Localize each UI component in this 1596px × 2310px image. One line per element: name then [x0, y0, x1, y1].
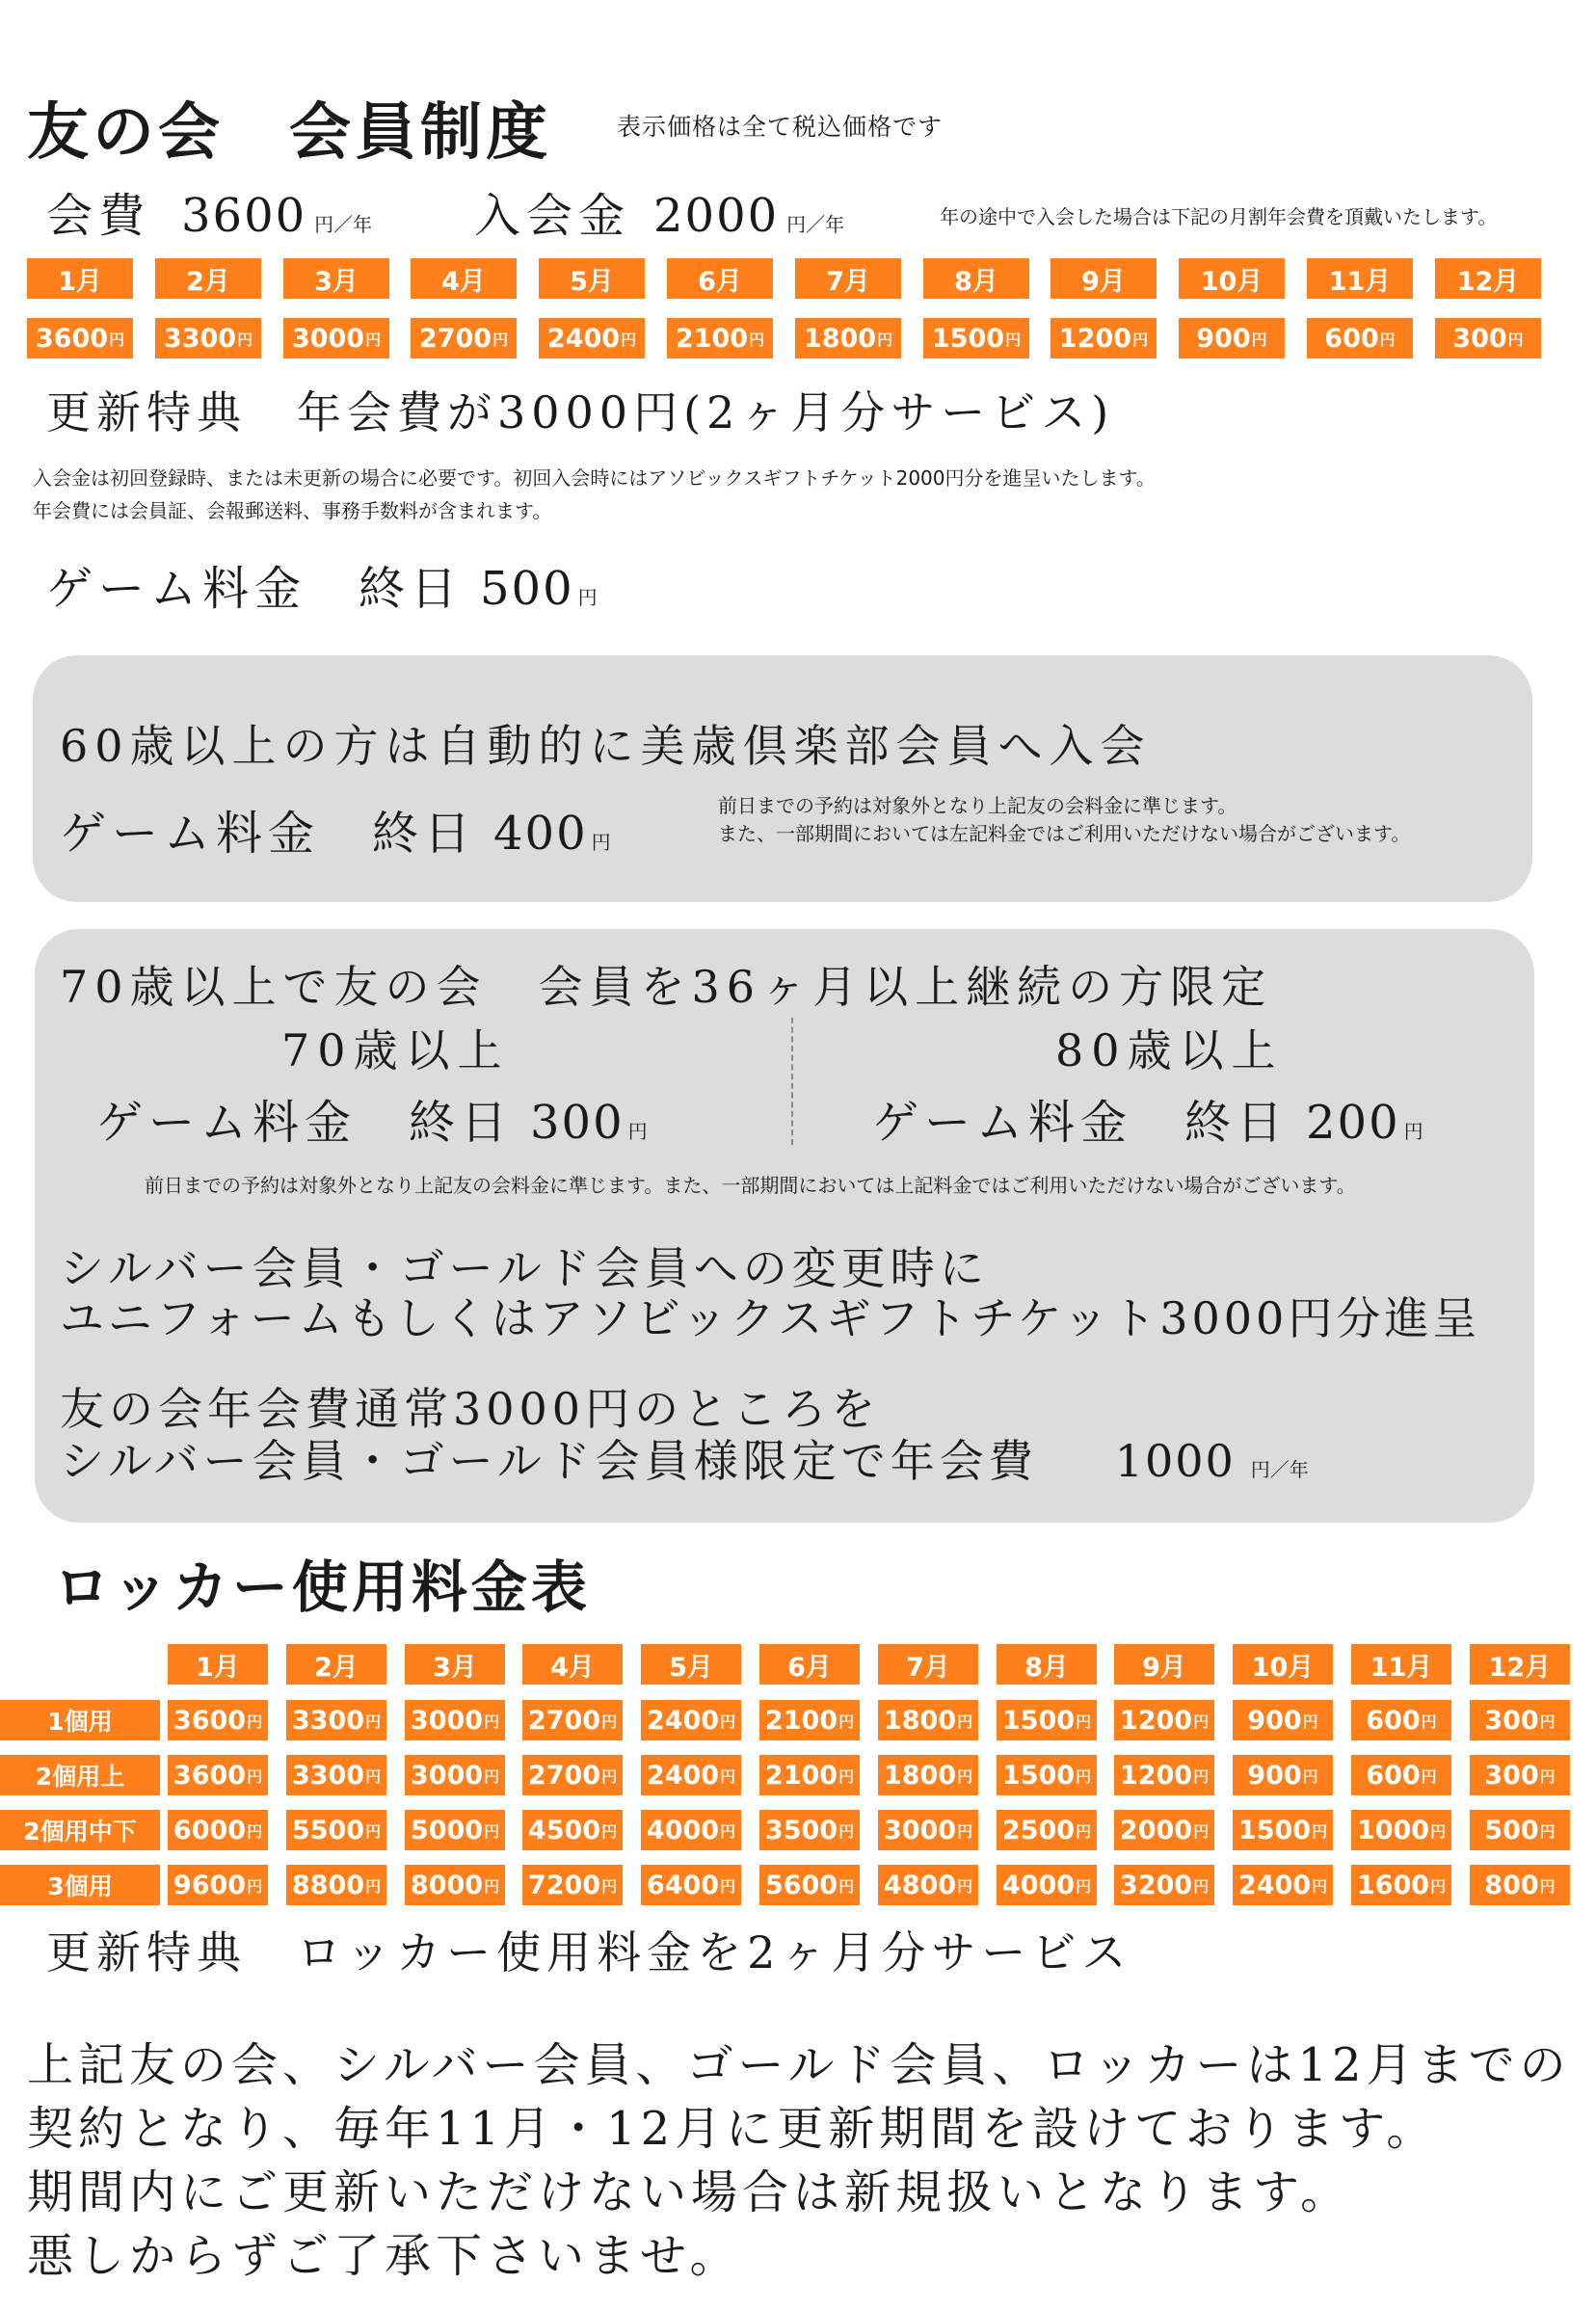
locker-price-4-3-unit: 円: [484, 1876, 500, 1896]
join-fee-label: 入会金: [474, 189, 631, 243]
locker-price-2-8: [997, 1755, 1097, 1795]
locker-price-2-4-text: 2700: [527, 1760, 601, 1791]
monthly-price-2-text: 3300: [163, 323, 237, 354]
change-benefit-line-1: シルバー会員・ゴールド会員への変更時に: [60, 1242, 989, 1294]
locker-price-3-1: [168, 1810, 268, 1850]
monthly-price-7-text: 1800: [803, 323, 877, 354]
locker-price-4-8: [997, 1865, 1097, 1905]
footer-line-4: 悪しからずご了承下さいませ。: [27, 2229, 741, 2283]
member-fee-unit: 円／年: [1250, 1458, 1309, 1481]
monthly-price-8-text: 1500: [931, 323, 1005, 354]
locker-price-3-3-unit: 円: [484, 1821, 500, 1841]
monthly-price-11: [1307, 318, 1413, 358]
monthly-price-9-unit: 円: [1132, 330, 1149, 349]
monthly-price-7: [795, 318, 901, 358]
monthly-price-10-unit: 円: [1251, 330, 1267, 349]
monthly-price-4: [411, 318, 517, 358]
monthly-month-10: [1179, 258, 1285, 299]
monthly-month-3: [283, 258, 389, 299]
tax-note: 表示価格は全て税込価格です: [617, 113, 944, 141]
locker-price-1-10-unit: 円: [1302, 1712, 1318, 1731]
monthly-price-12-text: 300: [1452, 323, 1507, 354]
monthly-price-1-text: 3600: [35, 323, 109, 354]
locker-price-3-6-unit: 円: [838, 1821, 855, 1841]
locker-month-8: [997, 1644, 1097, 1685]
page-title: 友の会 会員制度: [27, 97, 551, 169]
monthly-month-2-text: 2月: [186, 266, 230, 297]
monthly-price-9: [1051, 318, 1157, 358]
locker-price-1-2: [286, 1700, 386, 1740]
locker-month-2-text: 2月: [314, 1652, 359, 1683]
monthly-price-10-text: 900: [1196, 323, 1251, 354]
locker-price-3-7: [878, 1810, 978, 1850]
locker-month-5-text: 5月: [669, 1652, 713, 1683]
locker-month-11: [1351, 1644, 1451, 1685]
locker-price-1-10-text: 900: [1247, 1705, 1302, 1736]
locker-month-7: [878, 1644, 978, 1685]
locker-price-4-5-unit: 円: [720, 1876, 736, 1896]
locker-price-1-6-text: 2100: [764, 1705, 838, 1736]
locker-price-4-4-unit: 円: [601, 1876, 618, 1896]
locker-price-3-2: [286, 1810, 386, 1850]
monthly-month-6: [667, 258, 773, 299]
locker-price-4-6-text: 5600: [764, 1870, 838, 1900]
locker-price-3-5-text: 4000: [646, 1815, 720, 1845]
locker-price-1-4-unit: 円: [601, 1712, 618, 1731]
annual-fee-unit: 円／年: [314, 213, 373, 236]
locker-price-1-2-unit: 円: [365, 1712, 382, 1731]
join-fee: [474, 178, 844, 245]
locker-price-2-2-unit: 円: [365, 1766, 382, 1786]
age-70-game-fee: [96, 1085, 648, 1152]
locker-price-1-1-text: 3600: [173, 1705, 247, 1736]
monthly-month-7: [795, 258, 901, 299]
senior-60-game-unit: 円: [591, 831, 611, 854]
change-benefit-line-2: ユニフォームもしくはアソビックスギフトチケット3000円分進呈: [60, 1292, 1481, 1344]
join-fee-value: 2000: [653, 189, 780, 243]
locker-price-4-4: [522, 1865, 623, 1905]
monthly-price-3-unit: 円: [365, 330, 382, 349]
locker-price-1-1: [168, 1700, 268, 1740]
senior-60-box: [33, 655, 1532, 902]
age-80-game-unit: 円: [1403, 1120, 1423, 1143]
senior-70-title: 70歳以上で友の会 会員を36ヶ月以上継続の方限定: [60, 961, 1273, 1013]
locker-price-3-11-text: 1000: [1356, 1815, 1430, 1845]
locker-price-2-3: [405, 1755, 505, 1795]
locker-month-2: [286, 1644, 386, 1685]
locker-price-1-5: [641, 1700, 741, 1740]
locker-price-3-9-unit: 円: [1193, 1821, 1210, 1841]
column-divider: [791, 1018, 793, 1145]
locker-month-6-text: 6月: [787, 1652, 832, 1683]
monthly-month-1-text: 1月: [58, 266, 102, 297]
member-fee-value: 1000: [1114, 1435, 1236, 1487]
monthly-price-3-text: 3000: [291, 323, 365, 354]
locker-price-3-3-text: 5000: [410, 1815, 484, 1845]
locker-month-7-text: 7月: [906, 1652, 950, 1683]
locker-price-1-4: [522, 1700, 623, 1740]
locker-price-4-2-unit: 円: [365, 1876, 382, 1896]
locker-price-4-2-text: 8800: [291, 1870, 365, 1900]
locker-price-1-8-text: 1500: [1001, 1705, 1076, 1736]
locker-price-3-5-unit: 円: [720, 1821, 736, 1841]
locker-price-1-4-text: 2700: [527, 1705, 601, 1736]
locker-row-label-4: [0, 1865, 160, 1905]
locker-price-4-1-unit: 円: [247, 1876, 263, 1896]
monthly-price-6-unit: 円: [749, 330, 765, 349]
locker-month-9-text: 9月: [1142, 1652, 1186, 1683]
locker-price-4-4-text: 7200: [527, 1870, 601, 1900]
locker-price-1-7-text: 1800: [883, 1705, 957, 1736]
locker-price-4-12-unit: 円: [1539, 1876, 1556, 1896]
locker-price-4-10: [1233, 1865, 1333, 1905]
locker-price-1-12-unit: 円: [1539, 1712, 1556, 1731]
locker-price-2-3-text: 3000: [410, 1760, 484, 1791]
locker-price-2-5-unit: 円: [720, 1766, 736, 1786]
locker-price-1-2-text: 3300: [291, 1705, 365, 1736]
locker-price-1-10: [1233, 1700, 1333, 1740]
locker-price-2-2-text: 3300: [291, 1760, 365, 1791]
locker-price-2-5-text: 2400: [646, 1760, 720, 1791]
locker-month-10-text: 10月: [1251, 1652, 1315, 1683]
locker-row-label-4-text: 3個用: [47, 1872, 113, 1900]
monthly-month-1: [27, 258, 133, 299]
senior-60-game-label: ゲーム料金 終日: [60, 807, 477, 861]
locker-price-3-12-unit: 円: [1539, 1821, 1556, 1841]
monthly-price-2: [155, 318, 261, 358]
locker-price-2-10-unit: 円: [1302, 1766, 1318, 1786]
locker-row-label-2: [0, 1755, 160, 1795]
monthly-month-11: [1307, 258, 1413, 299]
locker-price-1-5-unit: 円: [720, 1712, 736, 1731]
locker-month-8-text: 8月: [1024, 1652, 1069, 1683]
footer-line-2: 契約となり、毎年11月・12月に更新期間を設けております。: [27, 2102, 1438, 2156]
locker-price-2-3-unit: 円: [484, 1766, 500, 1786]
locker-price-2-1-unit: 円: [247, 1766, 263, 1786]
age-80-game-fee: [872, 1085, 1423, 1152]
locker-renewal-benefit: 更新特典 ロッカー使用料金を2ヶ月分サービス: [46, 1926, 1132, 1978]
locker-price-2-4-unit: 円: [601, 1766, 618, 1786]
locker-price-3-12-text: 500: [1484, 1815, 1539, 1845]
locker-month-11-text: 11月: [1370, 1652, 1433, 1683]
locker-price-3-2-text: 5500: [291, 1815, 365, 1845]
locker-price-4-9-text: 3200: [1119, 1870, 1193, 1900]
locker-price-4-10-unit: 円: [1312, 1876, 1328, 1896]
game-fee: [46, 551, 598, 618]
locker-price-4-9-unit: 円: [1193, 1876, 1210, 1896]
locker-month-4: [522, 1644, 623, 1685]
monthly-price-12-unit: 円: [1507, 330, 1524, 349]
monthly-month-8-text: 8月: [954, 266, 998, 297]
locker-price-3-4: [522, 1810, 623, 1850]
locker-price-2-11-unit: 円: [1421, 1766, 1437, 1786]
monthly-price-5-text: 2400: [546, 323, 621, 354]
locker-price-2-8-text: 1500: [1001, 1760, 1076, 1791]
locker-month-10: [1233, 1644, 1333, 1685]
locker-price-1-9: [1114, 1700, 1214, 1740]
locker-price-2-7-text: 1800: [883, 1760, 957, 1791]
locker-price-4-7-unit: 円: [957, 1876, 973, 1896]
monthly-price-7-unit: 円: [877, 330, 893, 349]
game-fee-value: 500: [480, 562, 574, 616]
locker-price-3-8-unit: 円: [1076, 1821, 1092, 1841]
monthly-price-1: [27, 318, 133, 358]
locker-price-3-7-text: 3000: [883, 1815, 957, 1845]
locker-price-1-3: [405, 1700, 505, 1740]
locker-price-3-10-text: 1500: [1237, 1815, 1312, 1845]
locker-price-3-2-unit: 円: [365, 1821, 382, 1841]
locker-price-2-11-text: 600: [1366, 1760, 1421, 1791]
locker-price-4-8-unit: 円: [1076, 1876, 1092, 1896]
monthly-price-2-unit: 円: [237, 330, 253, 349]
locker-price-2-8-unit: 円: [1076, 1766, 1092, 1786]
monthly-price-6-text: 2100: [675, 323, 749, 354]
locker-price-2-12: [1470, 1755, 1570, 1795]
locker-row-label-1-text: 1個用: [47, 1708, 113, 1736]
senior-60-note-1: 前日までの予約は対象外となり上記友の会料金に準じます。: [718, 794, 1237, 817]
locker-price-4-11: [1351, 1865, 1451, 1905]
locker-month-1-text: 1月: [196, 1652, 240, 1683]
annual-fee-label: 会費: [46, 189, 151, 243]
member-fee-line-1: 友の会年会費通常3000円のところを: [60, 1383, 881, 1435]
locker-price-1-9-text: 1200: [1119, 1705, 1193, 1736]
locker-price-3-9-text: 2000: [1119, 1815, 1193, 1845]
locker-price-3-11: [1351, 1810, 1451, 1850]
monthly-month-6-text: 6月: [698, 266, 742, 297]
partial-year-note: 年の途中で入会した場合は下記の月割年会費を頂戴いたします。: [940, 205, 1498, 228]
member-fee-line-2: [60, 1426, 1309, 1490]
locker-price-1-5-text: 2400: [646, 1705, 720, 1736]
locker-price-3-4-text: 4500: [527, 1815, 601, 1845]
footer-line-1: 上記友の会、シルバー会員、ゴールド会員、ロッカーは12月までの: [27, 2038, 1571, 2092]
locker-price-2-2: [286, 1755, 386, 1795]
monthly-price-3: [283, 318, 389, 358]
locker-row-label-1: [0, 1700, 160, 1740]
monthly-month-5-text: 5月: [570, 266, 614, 297]
locker-price-3-1-text: 6000: [173, 1815, 247, 1845]
locker-price-3-10-unit: 円: [1312, 1821, 1328, 1841]
locker-price-1-6: [759, 1700, 860, 1740]
locker-month-4-text: 4月: [550, 1652, 595, 1683]
locker-price-3-11-unit: 円: [1430, 1821, 1447, 1841]
locker-price-2-9-text: 1200: [1119, 1760, 1193, 1791]
locker-price-2-7: [878, 1755, 978, 1795]
member-fee-text: シルバー会員・ゴールド会員様限定で年会費: [60, 1435, 1038, 1487]
locker-month-1: [168, 1644, 268, 1685]
annual-fee: [46, 178, 372, 245]
renewal-benefit: 更新特典 年会費が3000円(2ヶ月分サービス): [46, 386, 1115, 438]
locker-price-4-1: [168, 1865, 268, 1905]
locker-price-2-1-text: 3600: [173, 1760, 247, 1791]
locker-price-3-10: [1233, 1810, 1333, 1850]
monthly-month-10-text: 10月: [1200, 266, 1264, 297]
monthly-month-4: [411, 258, 517, 299]
locker-price-3-6: [759, 1810, 860, 1850]
locker-price-3-7-unit: 円: [957, 1821, 973, 1841]
locker-price-1-12-text: 300: [1484, 1705, 1539, 1736]
locker-month-12-text: 12月: [1488, 1652, 1552, 1683]
locker-price-2-12-unit: 円: [1539, 1766, 1556, 1786]
locker-price-1-8: [997, 1700, 1097, 1740]
locker-title: ロッカー使用料金表: [54, 1554, 591, 1620]
locker-price-1-8-unit: 円: [1076, 1712, 1092, 1731]
locker-price-1-7-unit: 円: [957, 1712, 973, 1731]
locker-price-4-7-text: 4800: [883, 1870, 957, 1900]
locker-price-4-7: [878, 1865, 978, 1905]
age-70-game-value: 300: [530, 1096, 625, 1150]
locker-price-1-11-text: 600: [1366, 1705, 1421, 1736]
monthly-price-1-unit: 円: [109, 330, 125, 349]
locker-price-2-9-unit: 円: [1193, 1766, 1210, 1786]
locker-price-1-11-unit: 円: [1421, 1712, 1437, 1731]
age-70-heading: 70歳以上: [281, 1024, 510, 1076]
monthly-month-7-text: 7月: [826, 266, 870, 297]
monthly-month-9: [1051, 258, 1157, 299]
locker-price-1-3-text: 3000: [410, 1705, 484, 1736]
age-70-game-label: ゲーム料金 終日: [96, 1096, 514, 1150]
locker-price-2-7-unit: 円: [957, 1766, 973, 1786]
locker-price-4-6-unit: 円: [838, 1876, 855, 1896]
monthly-month-3-text: 3月: [314, 266, 359, 297]
locker-price-3-12: [1470, 1810, 1570, 1850]
monthly-price-12: [1435, 318, 1541, 358]
game-fee-label: ゲーム料金 終日: [46, 562, 464, 616]
locker-month-9: [1114, 1644, 1214, 1685]
senior-60-title: 60歳以上の方は自動的に美歳倶楽部会員へ入会: [60, 720, 1152, 772]
locker-price-4-2: [286, 1865, 386, 1905]
monthly-price-8-unit: 円: [1005, 330, 1022, 349]
locker-price-2-1: [168, 1755, 268, 1795]
locker-row-label-2-text: 2個用上: [35, 1763, 125, 1791]
locker-month-6: [759, 1644, 860, 1685]
monthly-price-5: [539, 318, 645, 358]
monthly-price-11-unit: 円: [1379, 330, 1396, 349]
senior-60-game-value: 400: [493, 807, 588, 861]
monthly-month-2: [155, 258, 261, 299]
locker-price-4-12: [1470, 1865, 1570, 1905]
monthly-month-12-text: 12月: [1456, 266, 1520, 297]
locker-price-4-9: [1114, 1865, 1214, 1905]
monthly-price-8: [923, 318, 1029, 358]
locker-price-2-6-text: 2100: [764, 1760, 838, 1791]
locker-month-12: [1470, 1644, 1570, 1685]
locker-price-2-10-text: 900: [1247, 1760, 1302, 1791]
locker-price-3-4-unit: 円: [601, 1821, 618, 1841]
locker-price-1-9-unit: 円: [1193, 1712, 1210, 1731]
locker-price-4-1-text: 9600: [173, 1870, 247, 1900]
locker-price-1-7: [878, 1700, 978, 1740]
locker-price-4-10-text: 2400: [1237, 1870, 1312, 1900]
annual-fee-value: 3600: [181, 189, 307, 243]
monthly-month-11-text: 11月: [1328, 266, 1392, 297]
locker-month-5: [641, 1644, 741, 1685]
locker-price-4-3: [405, 1865, 505, 1905]
footer-line-3: 期間内にご更新いただけない場合は新規扱いとなります。: [27, 2165, 1352, 2219]
monthly-month-4-text: 4月: [441, 266, 486, 297]
age-80-game-label: ゲーム料金 終日: [872, 1096, 1290, 1150]
senior-70-note: 前日までの予約は対象外となり上記友の会料金に準じます。また、一部期間においては上記料金ではご利用いただけない場合がございます。: [145, 1174, 1356, 1197]
locker-price-2-5: [641, 1755, 741, 1795]
locker-price-1-3-unit: 円: [484, 1712, 500, 1731]
monthly-price-4-text: 2700: [418, 323, 492, 354]
locker-row-label-3-text: 2個用中下: [23, 1818, 137, 1845]
locker-price-1-12: [1470, 1700, 1570, 1740]
age-70-game-unit: 円: [627, 1120, 648, 1143]
locker-price-4-3-text: 8000: [410, 1870, 484, 1900]
senior-60-game-fee: [60, 796, 611, 863]
locker-price-4-5-text: 6400: [646, 1870, 720, 1900]
locker-price-4-5: [641, 1865, 741, 1905]
monthly-price-9-text: 1200: [1058, 323, 1132, 354]
locker-row-label-3: [0, 1810, 160, 1850]
locker-month-3-text: 3月: [433, 1652, 477, 1683]
age-80-game-value: 200: [1306, 1096, 1400, 1150]
fee-includes-note: 年会費には会員証、会報郵送料、事務手数料が含まれます。: [33, 499, 552, 522]
locker-price-2-9: [1114, 1755, 1214, 1795]
locker-price-4-11-text: 1600: [1356, 1870, 1430, 1900]
age-80-heading: 80歳以上: [1055, 1024, 1284, 1076]
locker-price-2-6-unit: 円: [838, 1766, 855, 1786]
locker-price-3-8: [997, 1810, 1097, 1850]
locker-price-4-6: [759, 1865, 860, 1905]
locker-price-1-11: [1351, 1700, 1451, 1740]
locker-price-3-3: [405, 1810, 505, 1850]
join-fee-unit: 円／年: [786, 213, 845, 236]
monthly-month-5: [539, 258, 645, 299]
monthly-price-10: [1179, 318, 1285, 358]
locker-price-1-1-unit: 円: [247, 1712, 263, 1731]
monthly-month-9-text: 9月: [1081, 266, 1126, 297]
monthly-month-12: [1435, 258, 1541, 299]
locker-price-3-5: [641, 1810, 741, 1850]
locker-price-2-6: [759, 1755, 860, 1795]
monthly-price-4-unit: 円: [492, 330, 509, 349]
locker-price-1-6-unit: 円: [838, 1712, 855, 1731]
locker-price-2-4: [522, 1755, 623, 1795]
locker-month-3: [405, 1644, 505, 1685]
monthly-month-8: [923, 258, 1029, 299]
locker-price-2-10: [1233, 1755, 1333, 1795]
monthly-price-6: [667, 318, 773, 358]
locker-price-3-6-text: 3500: [764, 1815, 838, 1845]
locker-price-2-12-text: 300: [1484, 1760, 1539, 1791]
locker-price-4-8-text: 4000: [1001, 1870, 1076, 1900]
locker-price-2-11: [1351, 1755, 1451, 1795]
join-note: 入会金は初回登録時、または未更新の場合に必要です。初回入会時にはアソビックスギフトチケット2000円分を進呈いたします。: [33, 466, 1156, 490]
monthly-price-11-text: 600: [1324, 323, 1379, 354]
game-fee-unit: 円: [577, 586, 598, 609]
locker-price-3-8-text: 2500: [1001, 1815, 1076, 1845]
monthly-price-5-unit: 円: [621, 330, 637, 349]
locker-price-3-1-unit: 円: [247, 1821, 263, 1841]
locker-price-4-12-text: 800: [1484, 1870, 1539, 1900]
senior-60-note-2: また、一部期間においては左記料金ではご利用いただけない場合がございます。: [718, 822, 1411, 845]
locker-price-4-11-unit: 円: [1430, 1876, 1447, 1896]
locker-price-3-9: [1114, 1810, 1214, 1850]
